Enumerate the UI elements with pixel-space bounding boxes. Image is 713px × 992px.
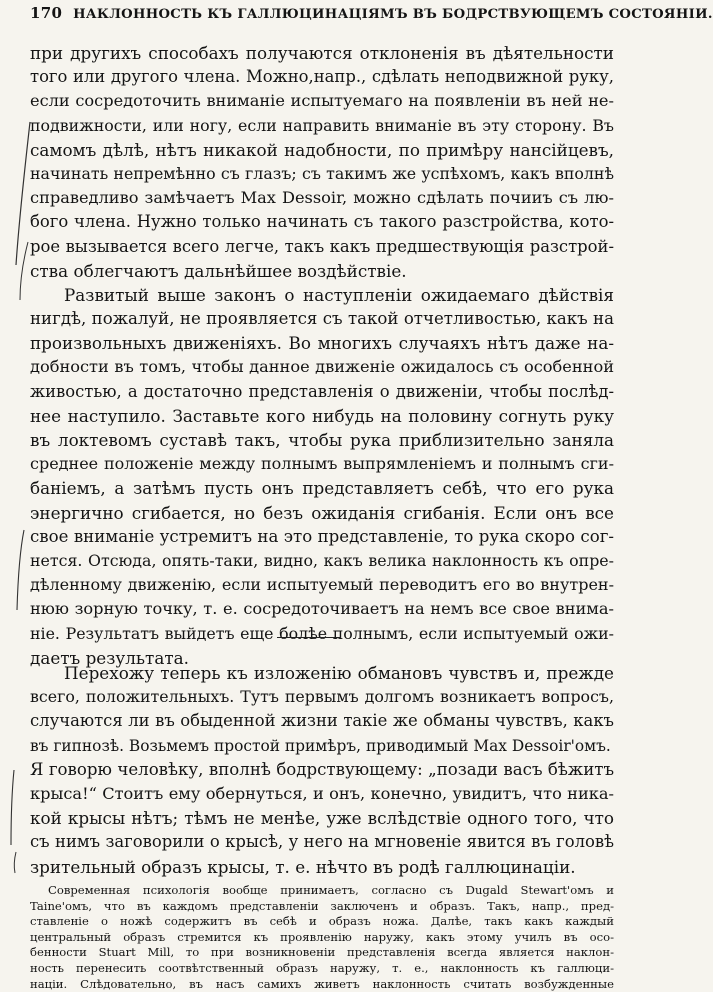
text-line: бенности Stuart Mill, то при возникновеніи представленія всегда является наклон- (30, 945, 614, 960)
text-line: если сосредоточить вниманіе испытуемаго на появленіи въ ней не- (30, 91, 614, 111)
main-text-block-1 (30, 41, 614, 670)
text-line: нюю зорную точку, т. е. сосредоточиваетъ на немъ все свое внима- (30, 599, 614, 619)
text-line: дѣленному движенію, если испытуемый переводитъ его во внутрен- (30, 575, 614, 595)
text-line: всего, положительныхъ. Тутъ первымъ долгомъ возникаетъ вопросъ, (30, 687, 614, 707)
text-line: зрительный образъ крысы, т. е. нѣчто въ родѣ галлюцинаціи. (30, 856, 576, 877)
text-line: съ нимъ заговорили о крысѣ, у него на мгновеніе явится въ головѣ (30, 832, 614, 852)
text-line: живостью, а достаточно представленія о движеніи, чтобы послѣд- (30, 381, 614, 401)
text-line: справедливо замѣчаетъ Max Dessoir, можно сдѣлать почииъ съ лю- (30, 188, 614, 208)
text-line: центральный образъ стремится къ проявленію наружу, какъ этому училъ въ осо- (30, 929, 614, 944)
text-line: Современная психологія вообще принимаетъ, согласно съ Dugald Stewart'омъ и (48, 883, 614, 897)
text-line: въ гипнозѣ. Возьмемъ простой примѣръ, приводимый Max Dessoir'омъ. (30, 736, 611, 755)
text-line: начинать непремѣнно съ глазъ; съ такимъ же успѣхомъ, какъ вполнѣ (30, 163, 614, 183)
text-line: даетъ результата. (30, 647, 189, 668)
text-line: кой крысы нѣтъ; тѣмъ не менѣе, уже вслѣдствіе одного того, что (30, 808, 614, 829)
page-number: 170 (30, 4, 63, 22)
text-line: рое вызывается всего легче, такъ какъ предшествующія разстрой- (30, 236, 614, 256)
text-line: среднее положеніе между полнымъ выпрямленіемъ и полнымъ сги- (30, 454, 614, 474)
text-line: нигдѣ, пожалуй, не проявляется съ такой отчетливостью, какъ на (30, 309, 614, 329)
text-line: Taine'омъ, что въ каждомъ представленіи заключенъ и образъ. Такъ, напр., пред- (30, 898, 614, 913)
text-line: ніе. Результатъ выйдетъ еще болѣе полнымъ, если испытуемый ожи- (30, 623, 614, 643)
text-line: добности въ томъ, чтобы данное движеніе ожидалось съ особенной (30, 357, 614, 377)
footnote-block (30, 883, 614, 992)
section-divider (277, 637, 341, 638)
text-line: подвижности, или ногу, если направить вниманіе въ эту сторону. Въ (30, 115, 614, 135)
text-line: энергично сгибается, но безъ ожиданія сгибанія. Если онъ все (30, 502, 614, 523)
text-line: при другихъ способахъ получаются отклоненія въ дѣятельности (30, 43, 614, 63)
main-text-block-2 (30, 661, 614, 879)
text-line: ставленіе о ножѣ содержитъ въ себѣ и образъ ножа. Далѣе, такъ какъ каждый (30, 914, 614, 929)
text-line: Перехожу теперь къ изложенію обмановъ чувствъ и, прежде (64, 663, 614, 683)
pencil-mark-3 (17, 530, 24, 610)
pencil-mark-4 (11, 770, 14, 845)
text-line: ность перенесить соотвѣтственный образъ наружу, т. е., наклонность къ галлюци- (30, 960, 614, 975)
text-line: того или другого члена. Можно,напр., сдѣлать неподвижной руку, (30, 67, 614, 87)
text-line: ства облегчаютъ дальнѣйшее воздѣйствіе. (30, 260, 407, 281)
text-line: Развитый выше законъ о наступленіи ожидаемаго дѣйствія (64, 284, 614, 305)
text-line: крыса!“ Стоитъ ему обернуться, и онъ, конечно, увидитъ, что ника- (30, 783, 614, 803)
text-line: нее наступило. Заставьте кого нибудь на половину согнуть руку (30, 405, 614, 426)
text-line: Я говорю человѣку, вполнѣ бодрствующему: „позади васъ бѣжитъ (30, 759, 614, 779)
pencil-mark-5 (14, 852, 16, 873)
running-title: НАКЛОННОСТЬ КЪ ГАЛЛЮЦИНАЦІЯМЪ ВЪ БОДРСТВУЮЩЕМЪ СОСТОЯНІИ. (73, 7, 713, 22)
pencil-mark-1 (16, 122, 30, 265)
text-line: произвольныхъ движеніяхъ. Во многихъ случаяхъ нѣтъ даже на- (30, 333, 614, 354)
running-header (30, 4, 713, 22)
text-line: въ локтевомъ суставѣ такъ, чтобы рука приблизительно заняла (30, 430, 614, 450)
text-line: случаются ли въ обыденной жизни такіе же обманы чувствъ, какъ (30, 711, 614, 731)
text-line: бого члена. Нужно только начинать съ такого разстройства, кото- (30, 212, 614, 232)
text-line: баніемъ, а затѣмъ пусть онъ представляетъ себѣ, что его рука (30, 478, 614, 499)
text-line: свое вниманіе устремитъ на это представленіе, то рука скоро сог- (30, 526, 614, 546)
pencil-mark-2 (20, 242, 28, 300)
text-line: нется. Отсюда, опять-таки, видно, какъ велика наклонность къ опре- (30, 550, 614, 570)
text-line: націи. Слѣдовательно, въ насъ самихъ живетъ наклонность считать возбужденные (30, 976, 614, 991)
text-line: самомъ дѣлѣ, нѣтъ никакой надобности, по примѣру нансійцевъ, (30, 139, 614, 160)
